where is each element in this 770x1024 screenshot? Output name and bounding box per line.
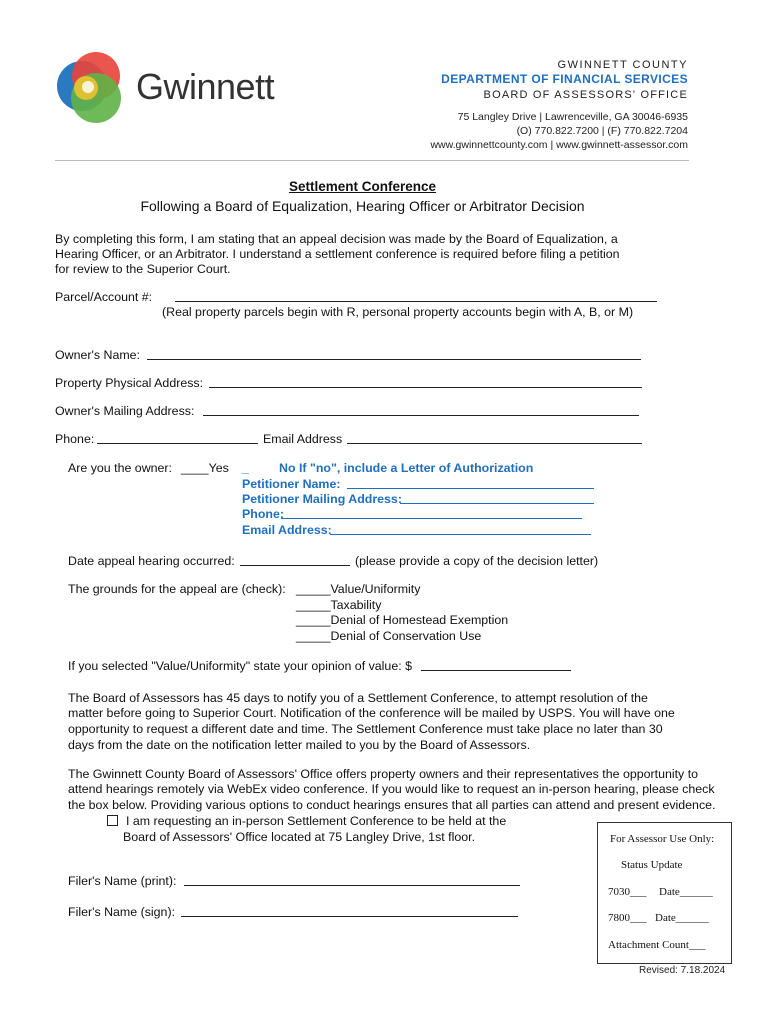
assessor-box-title: For Assessor Use Only:	[610, 833, 715, 845]
petitioner-phone-label: Phone:	[242, 507, 284, 521]
header-address: 75 Langley Drive | Lawrenceville, GA 30046-6935	[457, 111, 688, 123]
assessor-status: Status Update	[621, 859, 683, 871]
grounds-label: The grounds for the appeal are (check):	[68, 582, 286, 596]
hearing-date-label: Date appeal hearing occurred:	[68, 554, 235, 568]
filer-print-line[interactable]	[184, 875, 520, 886]
parcel-label: Parcel/Account #:	[55, 290, 153, 304]
assessor-code-7800: 7800___	[608, 912, 647, 924]
assessor-code-7030: 7030___	[608, 886, 647, 898]
owner-name-label: Owner's Name:	[55, 348, 140, 362]
petitioner-phone-line[interactable]	[281, 508, 582, 519]
petitioner-email-line[interactable]	[330, 524, 591, 535]
header-websites: www.gwinnettcounty.com | www.gwinnett-assessor.com	[430, 139, 688, 151]
grounds-option[interactable]: _____Denial of Homestead Exemption	[296, 613, 509, 627]
assessor-date-2: Date______	[655, 912, 709, 924]
intro-line-2: Hearing Officer, or an Arbitrator. I understand a settlement conference is required before filing a petition	[55, 247, 620, 261]
para1-line: matter before going to Superior Court. Notification of the conference will be mailed by USPS. You will have one	[68, 706, 675, 720]
filer-sign-line[interactable]	[181, 906, 518, 917]
email-label: Email Address	[263, 432, 343, 446]
para2-line: The Gwinnett County Board of Assessors' Office offers property owners and their representatives the opportunity to	[68, 767, 699, 781]
petitioner-name-line[interactable]	[347, 478, 594, 489]
header-department: DEPARTMENT OF FINANCIAL SERVICES	[441, 72, 688, 86]
phone-label: Phone:	[55, 432, 95, 446]
header-office: BOARD OF ASSESSORS' OFFICE	[483, 89, 688, 101]
phone-line[interactable]	[97, 433, 258, 444]
petitioner-email-label: Email Address:	[242, 523, 332, 537]
para1-line: opportunity to request a different date and time. The Settlement Conference must take place no later than 30	[68, 722, 663, 736]
hearing-date-line[interactable]	[240, 555, 350, 566]
email-line[interactable]	[347, 433, 642, 444]
grounds-option[interactable]: _____Value/Uniformity	[296, 582, 421, 596]
para2-line: attend hearings remotely via WebEx video conference. If you would like to request an in-person hearing, please check	[68, 782, 715, 796]
header-divider	[55, 160, 689, 161]
form-subtitle: Following a Board of Equalization, Hearing Officer or Arbitrator Decision	[140, 198, 585, 214]
para1-line: The Board of Assessors has 45 days to notify you of a Settlement Conference, to attempt resolution of the	[68, 691, 648, 705]
header-county: GWINNETT COUNTY	[557, 59, 688, 71]
opinion-label: If you selected "Value/Uniformity" state your opinion of value: $	[68, 659, 412, 673]
petitioner-name-label: Petitioner Name:	[242, 477, 341, 491]
logo-wordmark: Gwinnett	[136, 66, 275, 107]
owner-no-text: No If "no", include a Letter of Authorization	[279, 461, 534, 475]
grounds-option[interactable]: _____Denial of Conservation Use	[296, 629, 482, 643]
intro-line-1: By completing this form, I am stating that an appeal decision was made by the Board of Equalization, a	[55, 232, 618, 246]
owner-question: Are you the owner:	[68, 461, 173, 475]
parcel-note: (Real property parcels begin with R, personal property accounts begin with A, B, or M)	[162, 305, 634, 319]
inperson-line-1: I am requesting an in-person Settlement Conference to be held at the	[126, 814, 507, 828]
intro-line-3: for review to the Superior Court.	[55, 262, 231, 276]
mailing-address-line[interactable]	[203, 405, 639, 416]
petitioner-mailing-label: Petitioner Mailing Address:	[242, 492, 402, 506]
inperson-line-2: Board of Assessors' Office located at 75 Langley Drive, 1st floor.	[123, 830, 476, 844]
filer-sign-label: Filer's Name (sign):	[68, 905, 176, 919]
owner-name-line[interactable]	[147, 349, 641, 360]
filer-print-label: Filer's Name (print):	[68, 874, 177, 888]
hearing-note: (please provide a copy of the decision letter)	[355, 554, 599, 568]
grounds-option[interactable]: _____Taxability	[296, 598, 382, 612]
owner-no-marker[interactable]: _	[242, 461, 249, 475]
inperson-checkbox[interactable]	[107, 815, 118, 826]
para2-line: the box below. Providing various options to conduct hearings ensures that all parties can attend and present evidence.	[68, 798, 716, 812]
revised-date: Revised: 7.18.2024	[639, 965, 726, 976]
property-address-line[interactable]	[209, 377, 642, 388]
owner-yes-option[interactable]: ____Yes	[181, 461, 229, 475]
property-address-label: Property Physical Address:	[55, 376, 204, 390]
assessor-date-1: Date______	[659, 886, 713, 898]
petitioner-mailing-line[interactable]	[400, 493, 594, 504]
gwinnett-logo-icon	[52, 48, 126, 126]
assessor-attachment-count: Attachment Count___	[608, 939, 706, 951]
mailing-address-label: Owner's Mailing Address:	[55, 404, 195, 418]
parcel-input-line[interactable]	[175, 291, 657, 302]
header-phones: (O) 770.822.7200 | (F) 770.822.7204	[516, 125, 688, 137]
assessor-use-box	[597, 822, 732, 964]
para1-line: days from the date on the notification letter mailed to you by the Board of Assessors.	[68, 738, 531, 752]
form-title: Settlement Conference	[288, 179, 437, 194]
opinion-value-line[interactable]	[421, 660, 571, 671]
